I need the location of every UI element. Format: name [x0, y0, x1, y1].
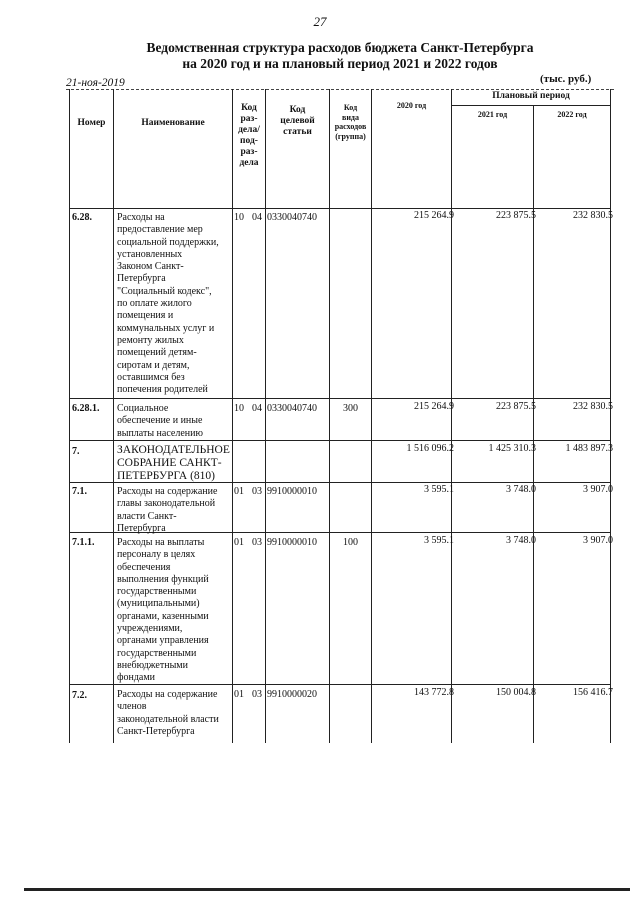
col-border — [329, 89, 330, 743]
row-number: 7.2. — [72, 690, 87, 701]
header-2020: 2020 год — [396, 101, 427, 110]
row-name: Расходы на содержание главы законодательной власти Санкт- Петербурга — [117, 486, 218, 534]
row-value-2022: 1 483 897.3 — [565, 443, 613, 454]
col-border — [533, 105, 534, 743]
row-subsection: 03 — [252, 689, 262, 700]
row-name: Социальное обеспечение и иные выплаты населению — [117, 403, 203, 439]
row-section: 10 — [234, 212, 244, 223]
row-target-code: 0330040740 — [267, 403, 317, 414]
header-2022: 2022 год — [557, 110, 587, 119]
header-expense-code: Код вида расходов (группа) — [334, 103, 367, 141]
row-subsection: 04 — [252, 212, 262, 223]
header-number: Номер — [77, 118, 106, 128]
row-expense-code: 300 — [343, 403, 358, 414]
row-value-2020: 215 264.9 — [414, 210, 454, 221]
row-subsection: 03 — [252, 537, 262, 548]
row-value-2020: 143 772.8 — [414, 687, 454, 698]
row-number: 6.28. — [72, 212, 92, 223]
row-value-2022: 232 830.5 — [573, 401, 613, 412]
row-value-2020: 3 595.1 — [424, 535, 454, 546]
row-value-2021: 150 004.8 — [496, 687, 536, 698]
header-name: Наименование — [141, 118, 205, 128]
row-divider — [69, 398, 610, 399]
row-subsection: 04 — [252, 403, 262, 414]
row-section: 10 — [234, 403, 244, 414]
date-stamp: 21-ноя-2019 — [66, 77, 125, 89]
row-value-2020: 215 264.9 — [414, 401, 454, 412]
row-number: 7. — [72, 446, 80, 457]
row-number: 7.1. — [72, 486, 87, 497]
col-border — [113, 89, 114, 743]
row-value-2021: 1 425 310.3 — [488, 443, 536, 454]
row-section: 01 — [234, 486, 244, 497]
col-border — [265, 89, 266, 743]
table-top-border — [66, 89, 614, 90]
row-section: 01 — [234, 689, 244, 700]
page-bottom-rule — [24, 888, 630, 891]
row-value-2020: 1 516 096.2 — [406, 443, 454, 454]
row-value-2021: 3 748.0 — [506, 484, 536, 495]
row-target-code: 9910000010 — [267, 486, 317, 497]
row-value-2022: 3 907.0 — [583, 484, 613, 495]
document-title-line-1: Ведомственная структура расходов бюджета Санкт-Петербурга — [146, 40, 534, 55]
row-value-2022: 232 830.5 — [573, 210, 613, 221]
row-value-2021: 223 875.5 — [496, 210, 536, 221]
row-name: Расходы на выплаты персоналу в целях обеспечения выполнения функций государственными (муниципальными) органами, казенными учреждениями, органами управления государственными внебюджетными фондами — [117, 537, 209, 684]
row-subsection: 03 — [252, 486, 262, 497]
col-border — [610, 89, 611, 743]
row-name: Расходы на содержание членов законодательной власти Санкт-Петербурга — [117, 689, 219, 737]
row-number: 6.28.1. — [72, 403, 100, 414]
row-value-2020: 3 595.1 — [424, 484, 454, 495]
col-border — [371, 89, 372, 743]
row-divider — [69, 440, 610, 441]
row-expense-code: 100 — [343, 537, 358, 548]
header-planned-period: Плановый период — [492, 91, 570, 101]
col-border — [69, 89, 70, 743]
header-target-code: Код целевой статьи — [280, 105, 315, 137]
row-value-2021: 223 875.5 — [496, 401, 536, 412]
row-value-2022: 3 907.0 — [583, 535, 613, 546]
header-2021: 2021 год — [477, 110, 508, 119]
row-value-2021: 3 748.0 — [506, 535, 536, 546]
header-bottom-border — [69, 208, 610, 209]
row-target-code: 0330040740 — [267, 212, 317, 223]
document-title-line-2: на 2020 год и на плановый период 2021 и 2022 годов — [182, 56, 498, 71]
units-label: (тыс. руб.) — [540, 73, 592, 85]
row-section: 01 — [234, 537, 244, 548]
header-section-code: Код раз- дела/ под- раз- дела — [238, 103, 260, 168]
col-border — [451, 89, 452, 743]
planned-period-divider — [451, 105, 610, 106]
row-name: ЗАКОНОДАТЕЛЬНОЕ СОБРАНИЕ САНКТ- ПЕТЕРБУРГА (810) — [117, 444, 230, 482]
row-target-code: 9910000020 — [267, 689, 317, 700]
page-number: 27 — [313, 14, 327, 29]
row-target-code: 9910000010 — [267, 537, 317, 548]
row-value-2022: 156 416.7 — [573, 687, 613, 698]
row-number: 7.1.1. — [72, 537, 95, 548]
row-name: Расходы на предоставление мер социальной поддержки, установленных Законом Санкт- Петербурга "Социальный кодекс", по оплате жилого помещения и коммунальных услуг и ремонту жилых помещений детям- сиротам и детям, оставшимся без попечения родителей — [117, 212, 219, 396]
